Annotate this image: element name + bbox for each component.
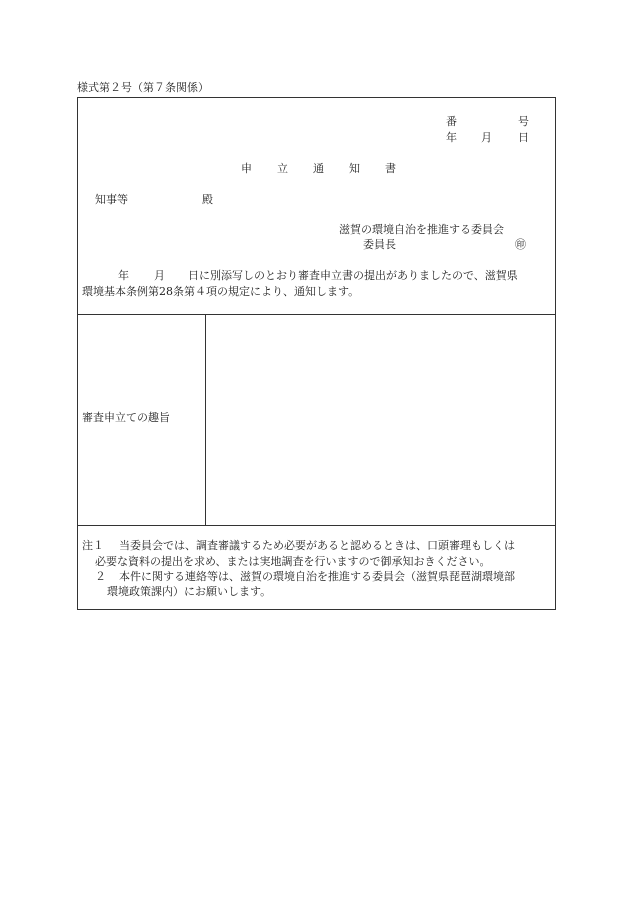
number-go: 号 [518,115,529,128]
title-char: 申 [241,162,252,175]
date-year: 年 [446,131,457,144]
date-month: 月 [481,131,492,144]
seal-mark: ㊞ [515,238,526,251]
title-char: 知 [349,162,360,175]
addressee-name: 知事等 [95,193,128,206]
note1-prefix: 注１ [82,539,104,552]
body-line2: 環境基本条例第28条第４項の規定により、通知します。 [82,285,360,298]
note1-line2: 必要な資料の提出を求め、または実地調査を行いますので御承知おきください。 [95,555,491,568]
body-month: 月 [154,269,165,282]
note2-line2: 環境政策課内）にお願いします。 [107,585,272,598]
sender-committee: 滋賀の環境自治を推進する委員会 [339,223,504,236]
date-day: 日 [518,131,529,144]
title-char: 通 [313,162,324,175]
notification-form [77,97,556,610]
divider-notes-top [78,525,555,526]
purpose-label: 審査申立ての趣旨 [82,411,170,424]
title-char: 書 [385,162,396,175]
form-number-label: 様式第２号（第７条関係） [77,81,209,94]
body-year: 年 [118,269,129,282]
body-line1: 日に別添写しのとおり審査申立書の提出がありましたので、滋賀県 [188,269,518,282]
title-char: 立 [277,162,288,175]
note2-prefix: ２ [95,570,106,583]
addressee-honorific: 殿 [202,193,213,206]
note2-line1: 本件に関する連絡等は、滋賀の環境自治を推進する委員会（滋賀県琵琶湖環境部 [119,570,515,583]
purpose-entry-area[interactable] [206,315,555,524]
sender-chair: 委員長 [363,238,396,251]
note1-line1: 当委員会では、調査審議するため必要があると認めるときは、口頭審理もしくは [119,539,515,552]
number-ban: 番 [446,115,457,128]
